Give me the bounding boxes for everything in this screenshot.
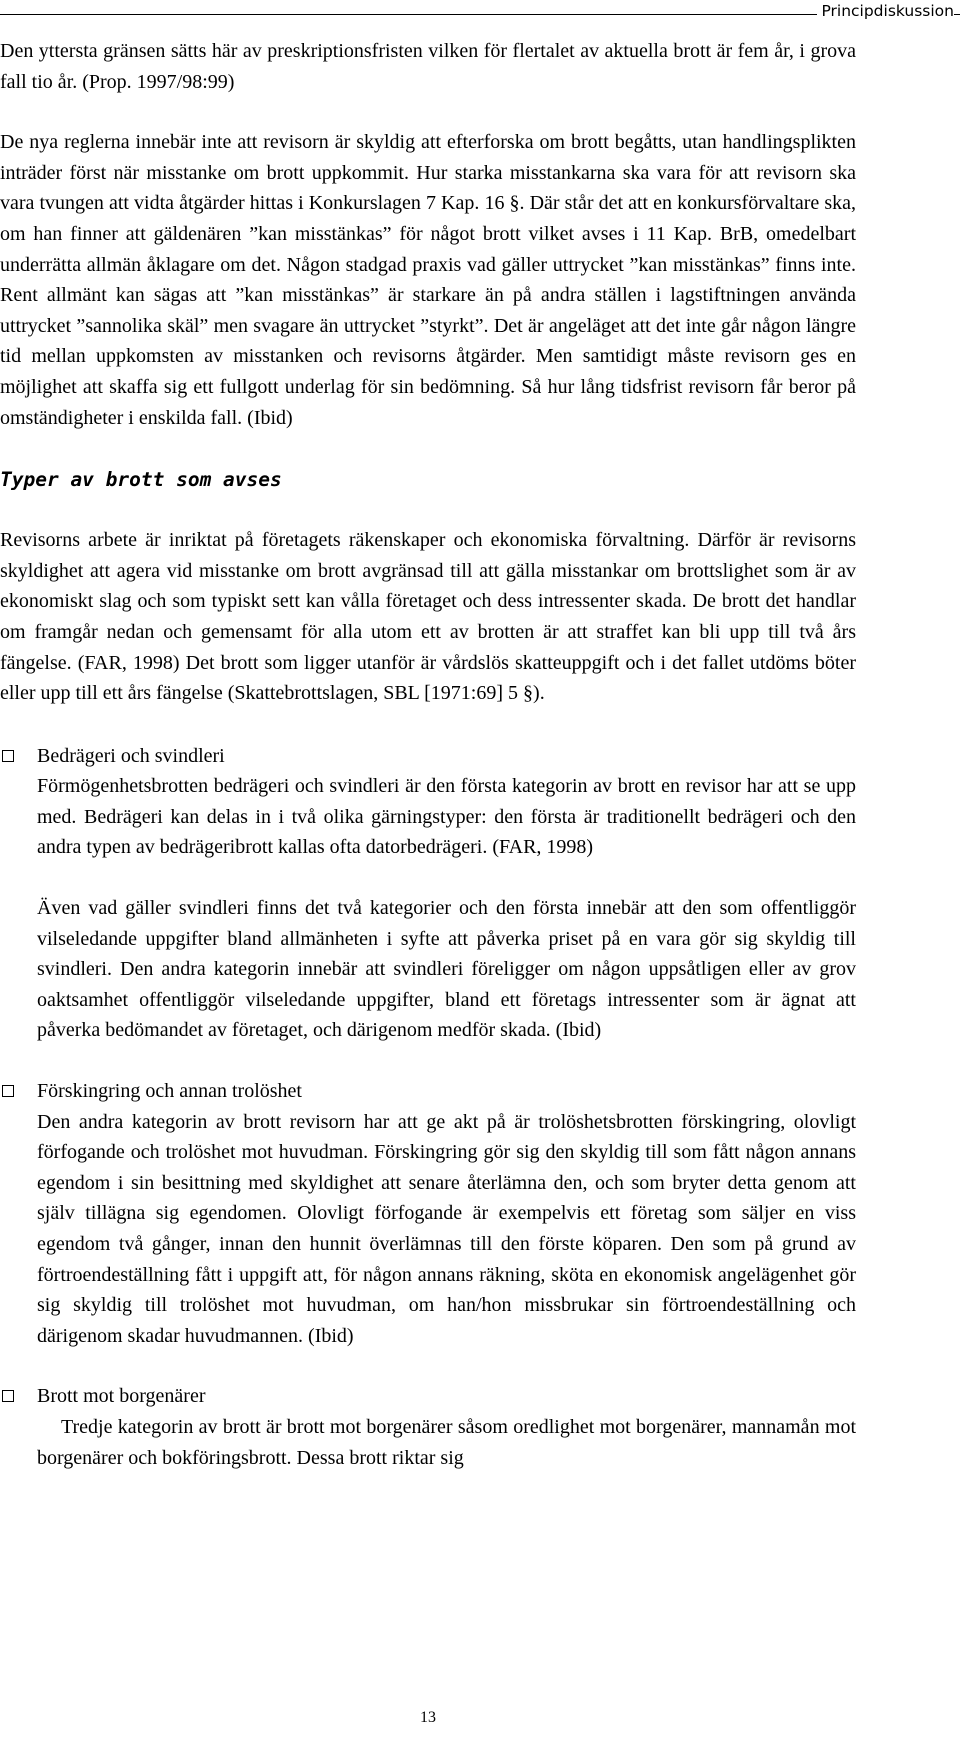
header-rule <box>0 14 960 15</box>
checkbox-bullet-icon <box>2 1390 14 1402</box>
checkbox-bullet-icon <box>2 750 14 762</box>
paragraph: Revisorns arbete är inriktat på företagets räkenskaper och ekonomiska förvaltning. Därför är revisorns skyldighet att agera vid misstanke om brott avgränsad till att gälla misstankar om brottslighet som är av ekonomiskt slag och som typiskt sett kan vålla företaget och dess intressenter skada. De brott det handlar om framgår nedan och gemensamt för alla utom ett av brotten är att straffet kan bli upp till två års fängelse. (FAR, 1998) Det brott som ligger utanför är vårdslös skatteuppgift och i det fallet utdöms böter eller upp till ett års fängelse (Skattebrottslagen, SBL [1971:69] 5 §). <box>0 529 856 705</box>
list-item-text: Tredje kategorin av brott är brott mot borgenärer såsom oredlighet mot borgenärer, mannamån mot borgenärer och bokföringsbrott. Dessa brott riktar sig <box>37 1415 856 1469</box>
page-number: 13 <box>420 1709 436 1726</box>
paragraph: De nya reglerna innebär inte att revisorn är skyldig att efterforska om brott begåtts, utan handlingsplikten inträder först när misstanke om brott uppkommit. Hur starka misstankarna ska vara för att revisorn ska vara tvungen att vidta åtgärder hittas i Konkurslagen 7 Kap. 16 §. Där står det att en konkursförvaltare ska, om han finner att gäldenären ”kan misstänkas” för något brott vilket avses i 11 Kap. BrB, omedelbart underrätta allmän åklagare om det. Någon stadgad praxis vad gäller uttrycket ”kan misstänkas” finns inte. Rent allmänt kan sägas att ”kan misstänkas” är starkare än på andra ställen i lagstiftningen använda uttrycket ”sannolika skäl” men svagare än uttrycket ”styrkt”. Det är angeläget att det inte går någon längre tid mellan uppkomsten av misstanken och revisorns åtgärder. Men samtidigt måste revisorn ges en möjlighet att skaffa sig ett fullgott underlag för sin bedömning. Så hur lång tidsfrist revisorn får beror på omständigheter i enskilda fall. (Ibid) <box>0 131 856 429</box>
list-item <box>0 1076 856 1351</box>
list-item-title: Bedrägeri och svindleri <box>37 744 225 767</box>
page-body <box>0 36 856 1473</box>
section-title: Principdiskussion <box>817 0 954 22</box>
list-item <box>0 741 856 1046</box>
list-item-text: Förmögenhetsbrotten bedrägeri och svindleri är den första kategorin av brott en revisor har att se upp med. Bedrägeri kan delas in i två olika gärningstyper: den första är traditionellt bedrägeri och den andra typen av bedrägeribrott kallas ofta datorbedrägeri. (FAR, 1998) <box>37 775 856 859</box>
list-item <box>0 1381 856 1473</box>
list-item-text: Även vad gäller svindleri finns det två kategorier och den första innebär att den som offentliggör vilseledande uppgifter bland allmänheten i syfte att påverka priset på en vara gör sig skyldig till svindleri. Den andra kategorin innebär att svindleri föreligger om någon uppsåtligen eller av grov oaktsamhet offentliggör vilseledande uppgifter, bland ett företags intressenter som är ägnat att påverka bedömandet av företaget, och därigenom medför skada. (Ibid) <box>37 897 856 1042</box>
list-item-title: Brott mot borgenärer <box>37 1385 206 1408</box>
checkbox-bullet-icon <box>2 1085 14 1097</box>
running-header <box>0 0 960 22</box>
list-item-text: Den andra kategorin av brott revisorn har att ge akt på är trolöshetsbrotten förskingring, olovligt förfogande och trolöshet mot huvudman. Förskingring gör sig den skyldig till som fått någon annans egendom i sin besittning med skyldighet att senare återlämna den, och som bryter detta genom att själv tillägna sig egendomen. Olovligt förfogande är exempelvis ett företag som säljer en viss egendom två gånger, innan den hunnit överlämnas till den förste köparen. Den som på grund av förtroendeställning fått i uppgift att, för någon annans räkning, sköta en ekonomisk angelägenhet gör sig skyldig till trolöshet mot huvudman, om han/hon missbrukar sin förtroendeställning och därigenom skadar huvudmannen. (Ibid) <box>37 1110 856 1347</box>
list-item-title: Förskingring och annan trolöshet <box>37 1080 302 1103</box>
section-heading: Typer av brott som avses <box>0 468 282 492</box>
paragraph: Den yttersta gränsen sätts här av preskriptionsfristen vilken för flertalet av aktuella brott är fem år, i grova fall tio år. (Prop. 1997/98:99) <box>0 40 856 93</box>
